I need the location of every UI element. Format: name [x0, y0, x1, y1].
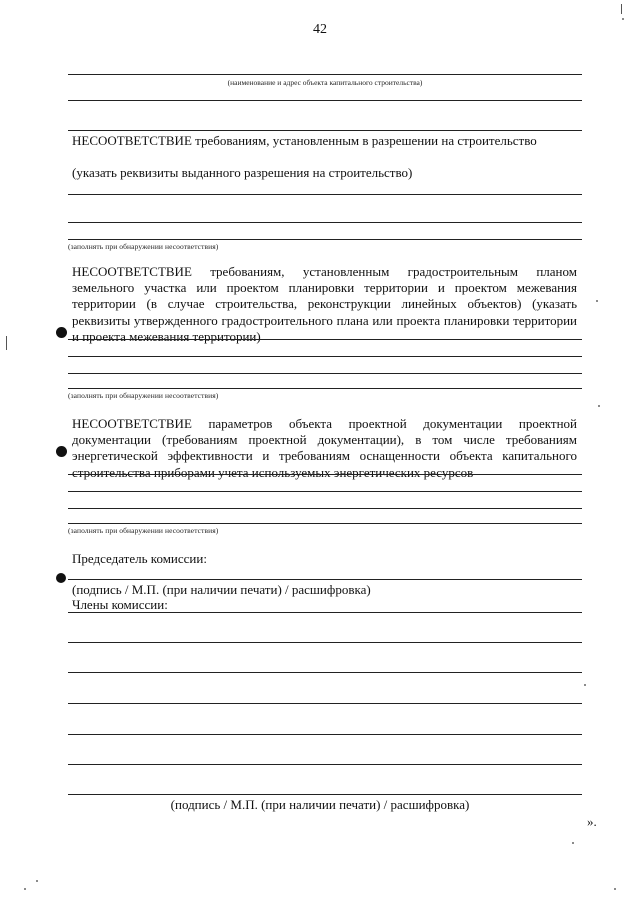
- section3-fill-line-2: [68, 491, 582, 492]
- closing-quote-mark: ».: [587, 814, 597, 829]
- member-line-7: [68, 794, 582, 795]
- scan-speck: [622, 18, 624, 20]
- section2-fill-line-2: [68, 356, 582, 357]
- section3-fill-line-3: [68, 508, 582, 509]
- scan-speck: [584, 684, 586, 686]
- section1-fill-line-2: [68, 222, 582, 223]
- section3-fill-line-4: [68, 523, 582, 524]
- signature-caption-1: (подпись / М.П. (при наличии печати) / расшифровка): [72, 582, 371, 597]
- object-name-caption: (наименование и адрес объекта капитального строительства): [227, 78, 423, 87]
- chairman-label: Председатель комиссии:: [72, 551, 207, 566]
- scan-speck: [621, 4, 622, 14]
- scan-speck: [36, 880, 38, 882]
- section3-caption: (заполнять при обнаружении несоответствия): [68, 526, 219, 535]
- member-line-6: [68, 764, 582, 765]
- section1-caption: (заполнять при обнаружении несоответствия): [68, 242, 219, 251]
- scan-speck: [572, 842, 574, 844]
- object-name-line: [68, 74, 582, 75]
- section2-text: НЕСООТВЕТСТВИЕ требованиям, установленным градостроительным планом земельного участка или проектом планировки территории и проектом межевания территории (в случае строительства, реконструкции линейных объектов) (указать реквизиты утвержденного градостроительного плана или проекта планировки территории и проекта межевания территории): [72, 264, 577, 344]
- punch-hole-mark: [56, 573, 66, 583]
- section1-top-line: [68, 130, 582, 131]
- punch-hole-mark: [56, 327, 67, 338]
- section3-fill-line-1: [68, 474, 582, 475]
- member-line-5: [68, 734, 582, 735]
- section2-fill-line-4: [68, 388, 582, 389]
- section2-fill-line-1: [68, 339, 582, 340]
- section2-fill-line-3: [68, 373, 582, 374]
- scan-speck: [614, 888, 616, 890]
- scan-speck: [24, 888, 26, 890]
- punch-hole-mark: [56, 446, 67, 457]
- member-line-3: [68, 672, 582, 673]
- members-label: Члены комиссии:: [72, 597, 168, 612]
- page-number: 42: [313, 22, 327, 37]
- member-line-1: [68, 612, 582, 613]
- section1-fill-line-1: [68, 194, 582, 195]
- scan-speck: [6, 336, 7, 350]
- signature-caption-2: (подпись / М.П. (при наличии печати) / расшифровка): [170, 797, 470, 812]
- section1-fill-line-3: [68, 239, 582, 240]
- section1-note: (указать реквизиты выданного разрешения на строительство): [72, 165, 413, 180]
- object-address-line: [68, 100, 582, 101]
- section3-text: НЕСООТВЕТСТВИЕ параметров объекта проектной документации проектной документации (требованиям проектной документации), в том числе требованиям энергетической эффективности и требованиям оснащенности объекта капитального строительства приборами учета используемых энергетических ресурсов: [72, 416, 577, 480]
- section2-caption: (заполнять при обнаружении несоответствия): [68, 391, 219, 400]
- member-line-2: [68, 642, 582, 643]
- scan-speck: [598, 405, 600, 407]
- section1-title: НЕСООТВЕТСТВИЕ требованиям, установленным в разрешении на строительство: [72, 133, 537, 148]
- chairman-signature-line: [68, 579, 582, 580]
- member-line-4: [68, 703, 582, 704]
- scan-speck: [596, 300, 598, 302]
